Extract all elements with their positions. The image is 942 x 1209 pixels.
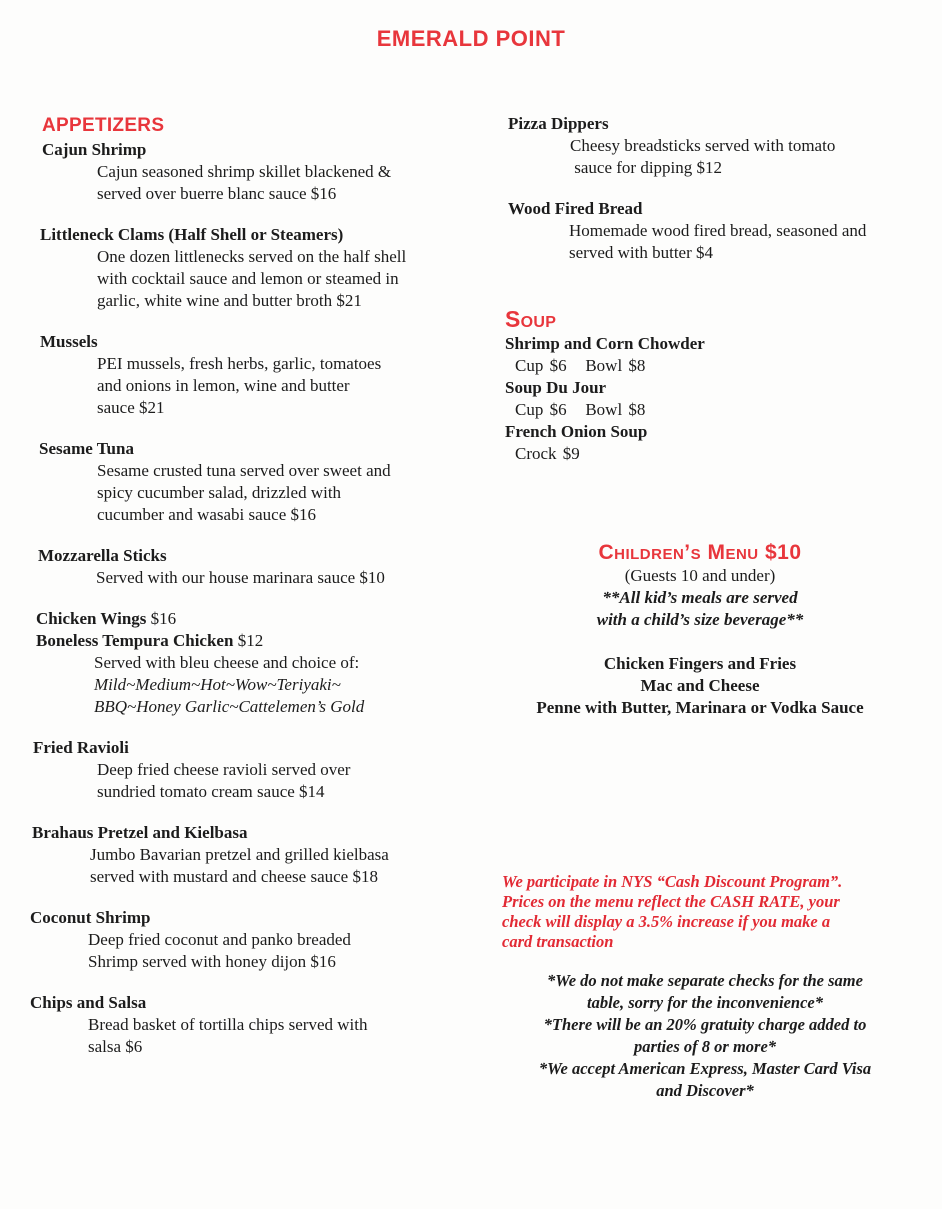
menu-item bbox=[39, 438, 470, 526]
kids-item: Chicken Fingers and Fries bbox=[603, 654, 797, 673]
item-desc: Bread basket of tortilla chips served with salsa $6 bbox=[88, 1015, 368, 1056]
item-desc: Cajun seasoned shrimp skillet blackened & served over buerre blanc sauce $16 bbox=[97, 162, 392, 203]
menu-item bbox=[508, 113, 920, 179]
item-desc: PEI mussels, fresh herbs, garlic, tomatoes and onions in lemon, wine and butter sauce $21 bbox=[97, 354, 382, 417]
sauce-options: Mild~Medium~Hot~Wow~Teriyaki~ bbox=[94, 675, 341, 694]
menu-item bbox=[40, 331, 470, 419]
sauce-options: BBQ~Honey Garlic~Cattelemen’s Gold bbox=[94, 697, 365, 716]
appetizers-heading: APPETIZERS bbox=[42, 115, 165, 136]
menu-item-wings bbox=[36, 608, 470, 718]
menu-item bbox=[30, 907, 470, 973]
item-name: Chicken Wings bbox=[36, 609, 147, 628]
soup-name: French Onion Soup bbox=[505, 422, 648, 441]
soup-price: Cup $6 Bowl $8 bbox=[515, 356, 646, 375]
soup-name: Shrimp and Corn Chowder bbox=[505, 334, 705, 353]
item-desc: Served with our house marinara sauce $10 bbox=[96, 568, 385, 587]
menu-item bbox=[40, 224, 470, 312]
soup-list bbox=[505, 333, 920, 465]
menu-item bbox=[33, 737, 470, 803]
item-desc: Jumbo Bavarian pretzel and grilled kielbasa served with mustard and cheese sauce $18 bbox=[90, 845, 389, 886]
item-desc: Cheesy breadsticks served with tomato sauce for dipping $12 bbox=[570, 136, 836, 177]
soup-name: Soup Du Jour bbox=[505, 378, 607, 397]
kids-item: Penne with Butter, Marinara or Vodka Sauce bbox=[536, 698, 864, 717]
soup-price: Cup $6 Bowl $8 bbox=[515, 400, 646, 419]
item-price: $16 bbox=[146, 609, 177, 628]
right-column bbox=[502, 113, 920, 1102]
menu-item bbox=[42, 139, 470, 205]
item-name: Coconut Shrimp bbox=[30, 908, 151, 927]
beverage-note: **All kid’s meals are served bbox=[602, 588, 798, 607]
item-name: Brahaus Pretzel and Kielbasa bbox=[32, 823, 248, 842]
item-name: Mozzarella Sticks bbox=[38, 546, 167, 565]
item-name: Littleneck Clams (Half Shell or Steamers) bbox=[40, 225, 344, 244]
item-name: Pizza Dippers bbox=[508, 114, 609, 133]
item-name: Sesame Tuna bbox=[39, 439, 134, 458]
item-desc: Deep fried cheese ravioli served over sundried tomato cream sauce $14 bbox=[97, 760, 351, 801]
item-name: Boneless Tempura Chicken bbox=[36, 631, 234, 650]
menu-item bbox=[508, 198, 920, 264]
childrens-menu-heading: Children’s Menu $10 bbox=[598, 541, 802, 564]
item-name: Wood Fired Bread bbox=[508, 199, 643, 218]
left-column bbox=[30, 115, 470, 1077]
soup-price: Crock $9 bbox=[515, 444, 580, 463]
item-desc: Sesame crusted tuna served over sweet and spicy cucumber salad, drizzled with cucumber and wasabi sauce $16 bbox=[97, 461, 391, 524]
childrens-age-note: (Guests 10 and under) bbox=[624, 566, 776, 585]
cash-discount-notice: We participate in NYS “Cash Discount Program”. Prices on the menu reflect the CASH RATE, your check will display a 3.5% increase if you make a card transaction bbox=[502, 872, 843, 951]
item-name: Fried Ravioli bbox=[33, 738, 129, 757]
soup-heading: Soup bbox=[505, 306, 557, 332]
item-desc: One dozen littlenecks served on the half shell with cocktail sauce and lemon or steamed in garlic, white wine and butter broth $21 bbox=[97, 247, 407, 310]
item-name: Cajun Shrimp bbox=[42, 140, 147, 159]
menu-item bbox=[32, 822, 470, 888]
childrens-menu bbox=[505, 541, 895, 719]
menu-item bbox=[30, 992, 470, 1058]
beverage-note: with a child’s size beverage** bbox=[596, 610, 804, 629]
item-name: Chips and Salsa bbox=[30, 993, 147, 1012]
kids-item: Mac and Cheese bbox=[640, 676, 760, 695]
menu-item bbox=[38, 545, 470, 589]
item-name: Mussels bbox=[40, 332, 98, 351]
item-price: $12 bbox=[233, 631, 264, 650]
policies: *We do not make separate checks for the same table, sorry for the inconvenience* *There will be an 20% gratuity charge added to parties of 8 or more* *We accept American Express, Master Card Visa and Discover* bbox=[538, 971, 872, 1100]
item-desc: Homemade wood fired bread, seasoned and served with butter $4 bbox=[569, 221, 867, 262]
item-desc: Served with bleu cheese and choice of: Mild~Medium~Hot~Wow~Teriyaki~ BBQ~Honey Garlic~Cattelemen’s Gold bbox=[36, 652, 470, 718]
item-desc: Deep fried coconut and panko breaded Shrimp served with honey dijon $16 bbox=[88, 930, 351, 971]
restaurant-title: EMERALD POINT bbox=[376, 26, 566, 51]
